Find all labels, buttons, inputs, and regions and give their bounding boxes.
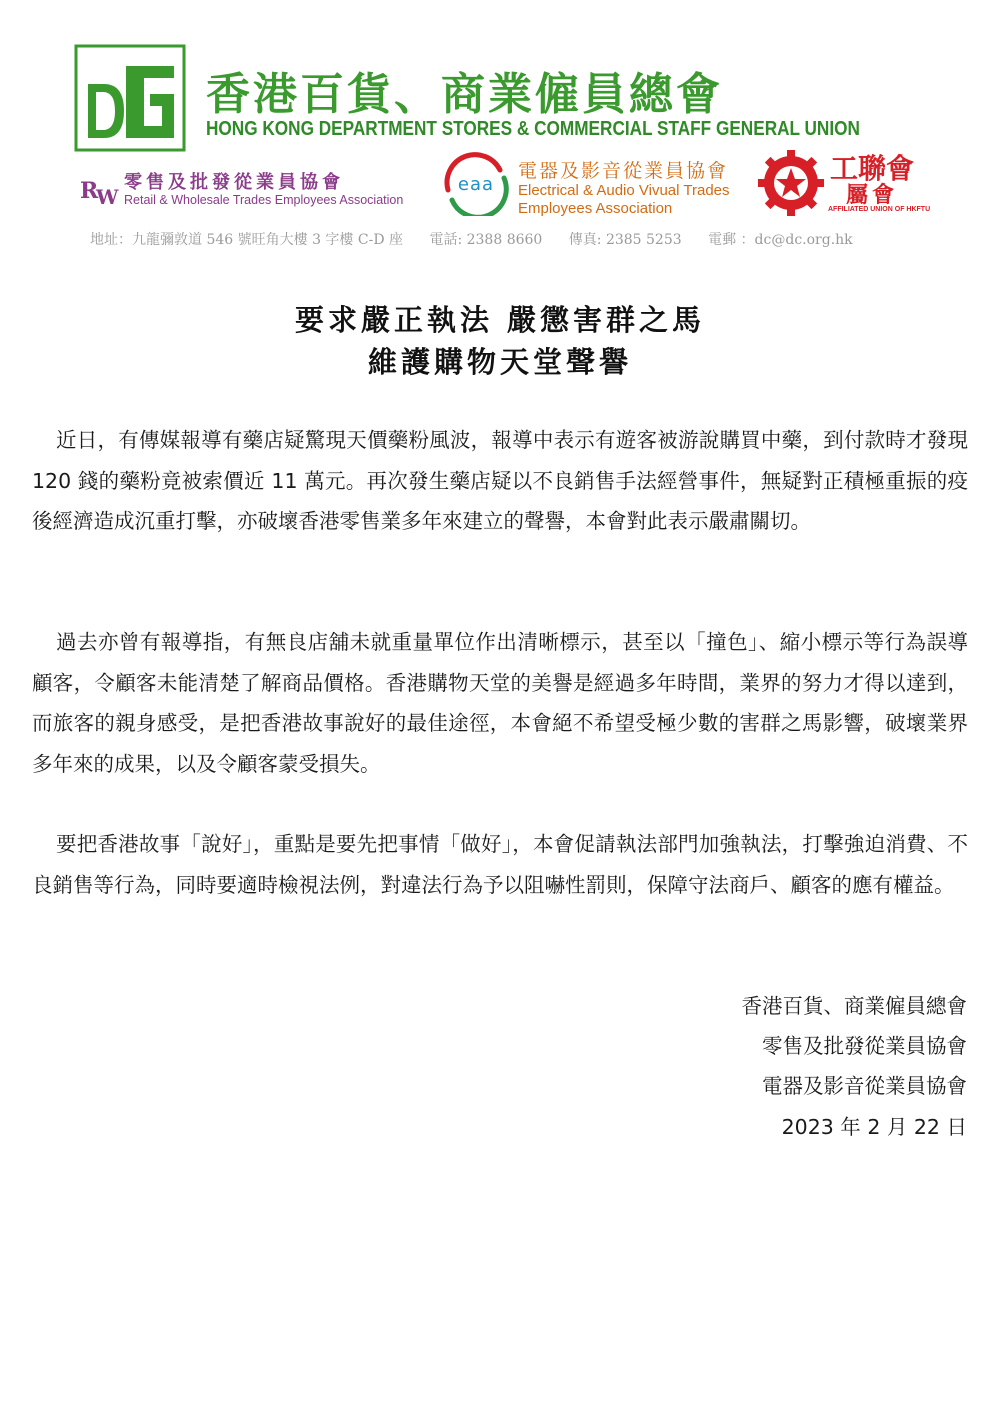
eaa-association-name-english-line1: Electrical & Audio Vivual Trades — [518, 182, 730, 199]
svg-text:W: W — [96, 185, 119, 206]
ftu-gear-star-icon — [756, 148, 826, 218]
ftu-name-line1: 工聯會 — [830, 152, 915, 185]
contact-email[interactable]: 電郵 ：dc@dc.org.hk — [708, 232, 853, 248]
union-name-chinese: 香港百貨、商業僱員總會 — [206, 69, 723, 120]
union-name-english: HONG KONG DEPARTMENT STORES & COMMERCIAL STAFF GENERAL UNION — [206, 118, 860, 140]
signatory: 香港百貨、商業僱員總會 — [741, 994, 967, 1018]
eaa-association-name-english-line2: Employees Association — [518, 200, 673, 217]
rw-association-name-chinese: 零售及批發從業員協會 — [124, 172, 344, 193]
rw-association-name-english: Retail & Wholesale Trades Employees Association — [124, 193, 404, 207]
dc-union-logo — [74, 44, 186, 152]
signatory: 電器及影音從業員協會 — [762, 1074, 967, 1098]
body-paragraph: 要把香港故事「說好」，重點是要先把事情「做好」，本會促請執法部門加強執法，打擊強迫消費、不良銷售等行為，同時要適時檢視法例，對違法行為予以阻嚇性罰則，保障守法商戶、顧客的應有權益。 — [32, 832, 968, 897]
eaa-association-logo — [440, 150, 512, 216]
statement-date: 2023 年 2 月 22 日 — [781, 1115, 967, 1139]
eaa-association-name-chinese: 電器及影音從業員協會 — [518, 160, 729, 182]
contact-fax: 傳真: 2385 5253 — [568, 232, 682, 248]
signatory: 零售及批發從業員協會 — [762, 1034, 967, 1058]
statement-title-line1: 要求嚴正執法 嚴懲害群之馬 — [294, 303, 706, 337]
svg-text:eaa: eaa — [457, 174, 495, 195]
contact-line — [90, 229, 875, 249]
body-paragraph: 近日，有傳媒報導有藥店疑驚現天價藥粉風波，報導中表示有遊客被游說購買中藥，到付款時才發現 120 錢的藥粉竟被索價近 11 萬元。再次發生藥店疑以不良銷售手法經營事件，無疑對正積極重振的疫後經濟造成沉重打擊，亦破壞香港零售業多年來建立的聲譽，本會對此表示嚴肅關切。 — [32, 428, 968, 533]
rw-association-logo — [80, 172, 120, 206]
contact-address: 地址：九龍彌敦道 546 號旺角大樓 3 字樓 C-D 座 — [90, 232, 403, 248]
contact-phone: 電話: 2388 8660 — [429, 232, 543, 248]
ftu-name-english: AFFILIATED UNION OF HKFTU — [828, 206, 931, 213]
svg-text:R: R — [80, 178, 99, 204]
statement-title-line2: 維護購物天堂聲譽 — [367, 345, 632, 379]
body-paragraph: 過去亦曾有報導指，有無良店舖未就重量單位作出清晰標示，甚至以「撞色」、縮小標示等行為誤導顧客，令顧客未能清楚了解商品價格。香港購物天堂的美譽是經過多年時間，業界的努力才得以達到，而旅客的親身感受，是把香港故事說好的最佳途徑，本會絕不希望受極少數的害群之馬影響，破壞業界多年來的成果，以及令顧客蒙受損失。 — [32, 630, 968, 776]
ftu-name-line2: 屬會 — [846, 182, 899, 208]
